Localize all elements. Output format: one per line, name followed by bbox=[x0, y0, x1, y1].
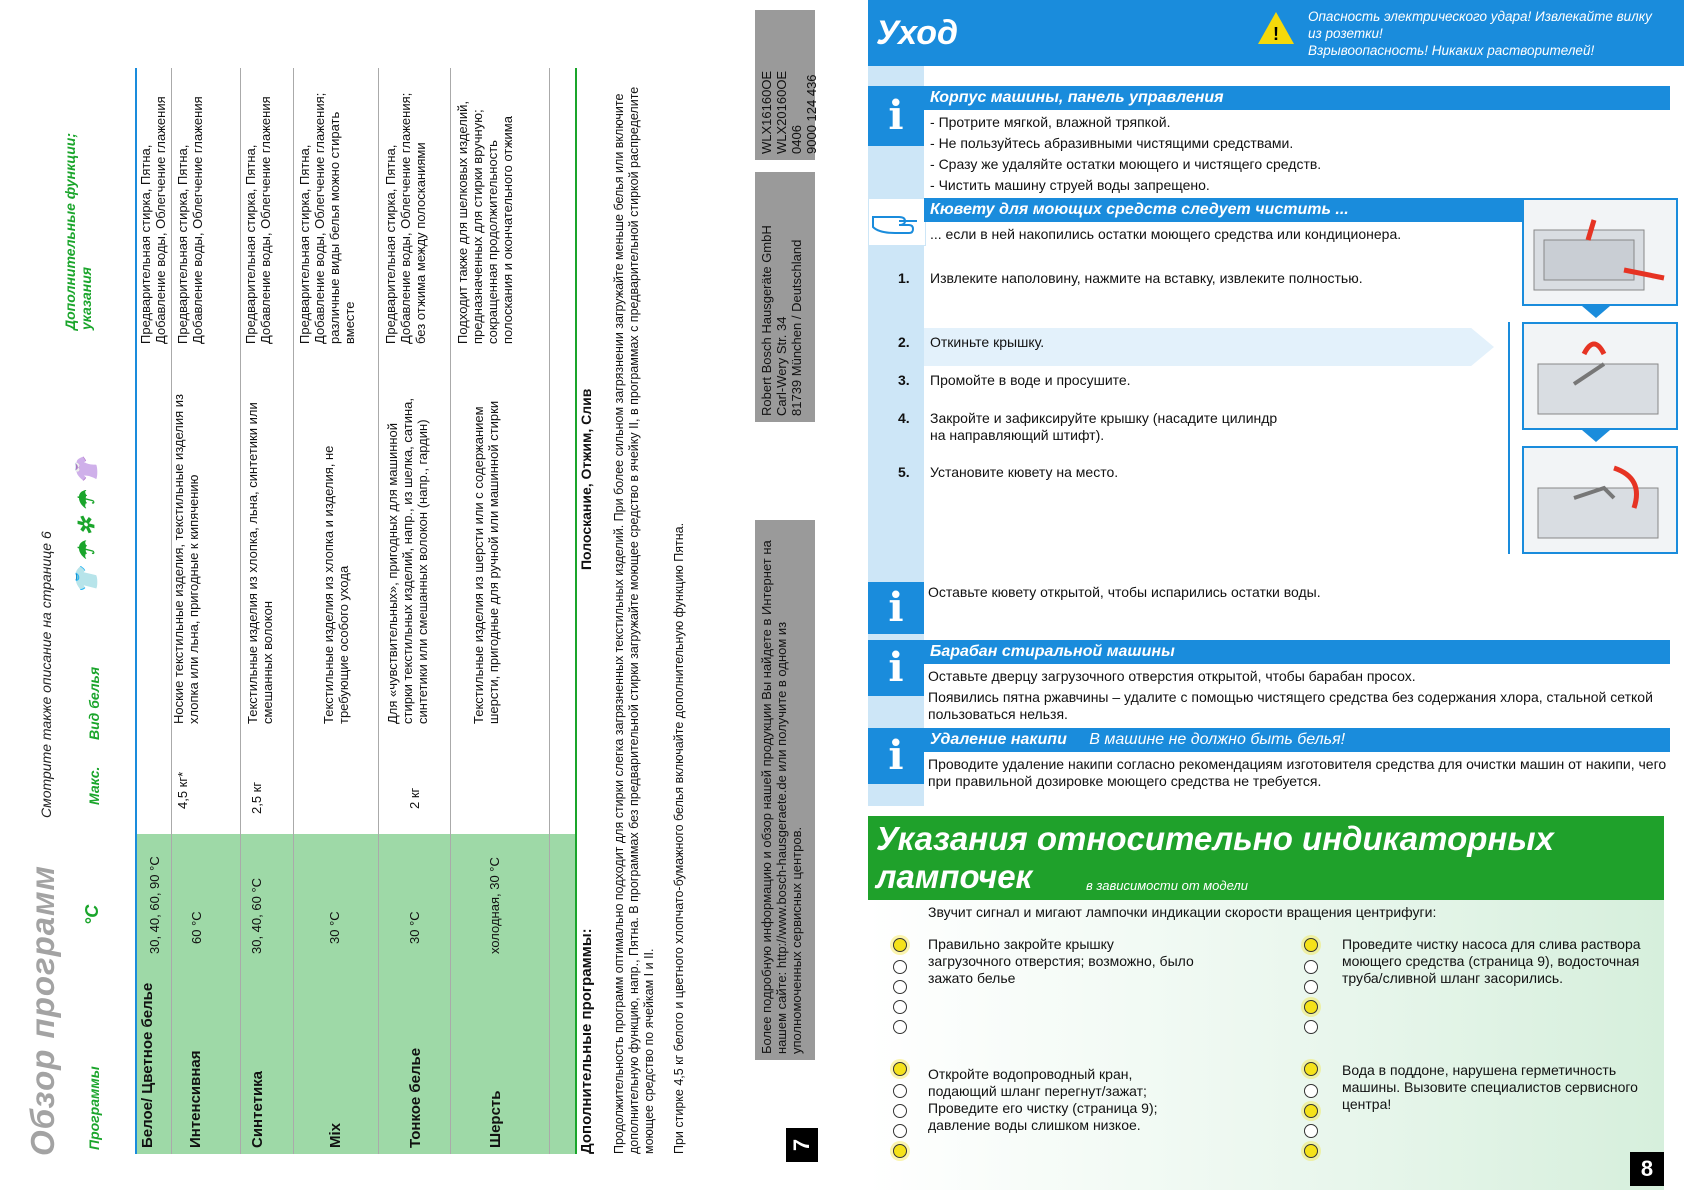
tray-intro: ... если в ней накопились остатки моющего средства или кондиционера. bbox=[930, 226, 1402, 242]
section-tray-title: Кювету для моющих средств следует чистить ... bbox=[924, 198, 1526, 222]
address-line: Carl-Wery Str. 34 bbox=[774, 316, 789, 416]
row-func: Предварительная стирка, Пятна, Добавление воды, Облегчение глажения bbox=[138, 96, 168, 344]
tray-illustration-2 bbox=[1522, 322, 1678, 430]
step-text: Промойте в воде и просушите. bbox=[930, 372, 1131, 388]
s1-item: - Не пользуйтесь абразивными чистящими средствами. bbox=[930, 135, 1294, 151]
page-number-right: 8 bbox=[1630, 1152, 1664, 1186]
program-wool: Шерсть bbox=[487, 1090, 504, 1148]
descale-sub: В машине не должно быть белья! bbox=[1089, 731, 1346, 748]
row-func: Предварительная стирка, Пятна, Добавление воды, Облегчение глажения bbox=[243, 96, 273, 344]
tray-illustration-1 bbox=[1522, 198, 1678, 306]
row-temp: 30 °С bbox=[407, 911, 422, 944]
lamps-item: Вода в поддоне, нарушена герметичность машины. Вызовите специалистов сервисного центра! bbox=[1342, 1062, 1638, 1112]
col-header-program: Программы bbox=[86, 1066, 102, 1150]
step-text: Извлеките наполовину, нажмите на вставку, извлеките полностью. bbox=[930, 270, 1363, 286]
lamp-on-icon bbox=[1304, 1104, 1318, 1118]
row-temp: 30, 40, 60, 90 °С bbox=[147, 856, 162, 954]
lamp-off-icon bbox=[1304, 960, 1318, 974]
s1-item: - Сразу же удаляйте остатки моющего и чистящего средств. bbox=[930, 156, 1322, 172]
lamps-item: Откройте водопроводный кран, подающий шланг перегнут/зажат; Проведите его чистку (страница 9); давление воды слишком низкое. bbox=[928, 1066, 1158, 1133]
lamps-header bbox=[868, 816, 1664, 900]
info-band: Более подробную информацию и обзор нашей продукции Вы найдете в Интернет на нашем сайте: http://www.bosch-hausgeraete.de или получите в одном из уполномоченных сервисных центров. bbox=[755, 520, 815, 1060]
lamp-on-icon bbox=[1304, 1144, 1318, 1158]
additional-programs-value: Полоскание, Отжим, Слив bbox=[578, 388, 594, 570]
section-body-title: Корпус машины, панель управления bbox=[924, 86, 1670, 110]
row-func: Предварительная стирка, Пятна, Добавление воды, Облегчение глажения; без отжима между полосканиями bbox=[383, 92, 428, 344]
address-band bbox=[755, 172, 815, 422]
program-white-color: Белое/ Цветное белье bbox=[139, 982, 156, 1148]
row-type: Ноские текстильные изделия, текстильные изделия из хлопка или льна, пригодные к кипячению bbox=[171, 393, 201, 724]
lamp-off-icon bbox=[1304, 1084, 1318, 1098]
row-temp: 30 °С bbox=[327, 911, 342, 944]
model-line: 0406 bbox=[789, 125, 804, 154]
lamps-intro: Звучит сигнал и мигают лампочки индикации скорости вращения центрифуги: bbox=[928, 904, 1437, 920]
lamp-off-icon bbox=[893, 1000, 907, 1014]
lamp-off-icon bbox=[893, 960, 907, 974]
program-delicate: Тонкое белье bbox=[407, 1047, 424, 1148]
col-header-type: Вид белья bbox=[86, 666, 102, 740]
address-line: Robert Bosch Hausgeräte GmbH bbox=[759, 225, 774, 416]
additional-programs-label: Дополнительные программы: bbox=[578, 928, 595, 1154]
page-title: Обзор программ bbox=[24, 865, 61, 1156]
lamp-on-icon bbox=[1304, 938, 1318, 952]
model-band bbox=[755, 10, 819, 160]
drum-line: Оставьте дверцу загрузочного отверстия открытой, чтобы барабан просох. bbox=[928, 668, 1416, 684]
programs-table bbox=[135, 68, 605, 1154]
lamps-title-1: Указания относительно индикаторных bbox=[876, 820, 1554, 857]
note-2: При стирке 4,5 кг белого и цветного хлопчато-бумажного белья включайте дополнительную функцию Пятна. bbox=[672, 522, 686, 1154]
lamp-on-icon bbox=[893, 1062, 907, 1076]
fabric-symbols-icon: 👕 ☂ ✲ ☂ 👚 bbox=[74, 457, 99, 595]
descale-title: Удаление накипи bbox=[930, 731, 1067, 748]
lamp-on-icon bbox=[893, 1144, 907, 1158]
row-temp: холодная, 30 °С bbox=[487, 857, 502, 954]
row-temp: 60 °С bbox=[189, 911, 204, 944]
right-title: Уход bbox=[876, 14, 959, 52]
lamp-on-icon bbox=[1304, 1000, 1318, 1014]
arrow-down-icon bbox=[1582, 430, 1610, 442]
step-number: 1. bbox=[898, 270, 910, 286]
lamp-off-icon bbox=[893, 1104, 907, 1118]
step-text: Установите кювету на место. bbox=[930, 464, 1119, 480]
lamp-off-icon bbox=[893, 1084, 907, 1098]
row-temp: 30, 40, 60 °С bbox=[249, 877, 264, 954]
header-bar: Уход ! Опасность электрического удара! Извлекайте вилку из розетки! Взрывоопасность! Никаких растворителей! bbox=[868, 0, 1684, 66]
col-header-max: Макс. bbox=[86, 766, 102, 805]
lamp-off-icon bbox=[893, 980, 907, 994]
model-line: WLX16160OE bbox=[759, 70, 774, 154]
step-number: 3. bbox=[898, 372, 910, 388]
col-header-functions: Дополнительные функции; указания bbox=[62, 133, 94, 330]
info-icon: i bbox=[868, 86, 924, 146]
row-type: Текстильные изделия из шерсти или с содержанием шерсти, пригодные для ручной или машинной стирки bbox=[471, 400, 501, 724]
row-type: Для «чувствительных», пригодных для машинной стирки текстильных изделий, напр., из шелка, сатина, синтетики или смешанных волокон (напр., гардин) bbox=[385, 397, 430, 724]
program-mix: Mix bbox=[327, 1122, 344, 1148]
model-line: 9000 124 436 bbox=[804, 74, 819, 154]
s1-item: - Протрите мягкой, влажной тряпкой. bbox=[930, 114, 1171, 130]
row-max: 2 кг bbox=[407, 787, 422, 809]
hand-icon bbox=[868, 198, 926, 246]
left-page bbox=[0, 0, 820, 1190]
lamps-item: Проведите чистку насоса для слива раствора моющего средства (страница 9), водосточная труба/сливной шланг засорились. bbox=[1342, 936, 1641, 986]
row-func: Предварительная стирка, Пятна, Добавление воды, Облегчение глажения; различные виды белья можно стирать вместе bbox=[297, 92, 357, 344]
lamp-off-icon bbox=[1304, 1124, 1318, 1138]
row-func: Предварительная стирка, Пятна, Добавление воды, Облегчение глажения bbox=[175, 96, 205, 344]
lamp-off-icon bbox=[1304, 980, 1318, 994]
address-line: 81739 München / Deutschland bbox=[789, 239, 804, 416]
info-icon: i bbox=[868, 582, 924, 634]
row-max: 4,5 кг* bbox=[175, 771, 190, 809]
page-number-left: 7 bbox=[786, 1128, 818, 1162]
lamp-off-icon bbox=[893, 1124, 907, 1138]
program-intensive: Интенсивная bbox=[187, 1050, 204, 1148]
lamps-subtitle: в зависимости от модели bbox=[1086, 878, 1248, 893]
step-text: Откиньте крышку. bbox=[930, 334, 1045, 350]
section-descale-title bbox=[924, 728, 1670, 752]
section-drum-title: Барабан стиральной машины bbox=[924, 640, 1670, 664]
step-number: 5. bbox=[898, 464, 910, 480]
drum-line: Появились пятна ржавчины – удалите с помощью чистящего средства без содержания хлора, стальной сеткой пользоваться нельзя. bbox=[928, 689, 1653, 722]
arrow-down-icon bbox=[1582, 306, 1610, 318]
page-subtitle: Смотрите также описание на странице 6 bbox=[38, 531, 54, 818]
lamp-off-icon bbox=[1304, 1020, 1318, 1034]
warning-2: Взрывоопасность! Никаких растворителей! bbox=[1308, 43, 1595, 58]
row-type: Текстильные изделия из хлопка, льна, синтетики или смешанных волокон bbox=[245, 402, 275, 724]
info-icon: i bbox=[868, 640, 924, 696]
note-1: Продолжительность программ оптимально подходит для стирки слегка загрязненных текстильных изделий. При более сильном загрязнении загружайте меньше белья или включите дополнительную функцию, напр., Пятна. В программах без предварительной стирки загружайте моющее средство в ячейку II, в программах с предварительной стиркой распределите моющее средство по ячейкам I и II. bbox=[612, 86, 656, 1154]
lamps-title-2: лампочек bbox=[876, 858, 1033, 895]
step-number: 4. bbox=[898, 410, 910, 426]
lamp-on-icon bbox=[1304, 1062, 1318, 1076]
lamp-on-icon bbox=[893, 938, 907, 952]
step-number: 2. bbox=[898, 334, 910, 350]
row-func: Подходит также для шелковых изделий, предназначенных для стирки вручную; сокращенная продолжительность полоскания и окончательного отжима bbox=[455, 101, 515, 344]
row-type: Текстильные изделия из хлопка и изделия, не требующие особого ухода bbox=[321, 445, 351, 724]
warning-1: Опасность электрического удара! Извлекайте вилку из розетки! bbox=[1308, 9, 1652, 41]
row-max: 2,5 кг bbox=[249, 781, 264, 814]
info-icon: i bbox=[868, 728, 924, 784]
tray-illustration-3 bbox=[1522, 446, 1678, 554]
s1-item: - Чистить машину струей воды запрещено. bbox=[930, 177, 1210, 193]
col-header-temp: °С bbox=[82, 904, 102, 925]
lamps-item: Правильно закройте крышку загрузочного отверстия; возможно, было зажато белье bbox=[928, 936, 1194, 986]
step-text: Закройте и зафиксируйте крышку (насадите цилиндр на направляющий штифт). bbox=[930, 410, 1278, 443]
tray-note: Оставьте кювету открытой, чтобы испарились остатки воды. bbox=[928, 584, 1321, 600]
descale-text: Проводите удаление накипи согласно рекомендациям изготовителя средства для очистки машин от накипи, чего при правильной дозировке моющего средства не требуется. bbox=[928, 756, 1667, 789]
lamp-off-icon bbox=[893, 1020, 907, 1034]
model-line: WLX20160OE bbox=[774, 70, 789, 154]
program-synthetics: Синтетика bbox=[249, 1070, 266, 1148]
